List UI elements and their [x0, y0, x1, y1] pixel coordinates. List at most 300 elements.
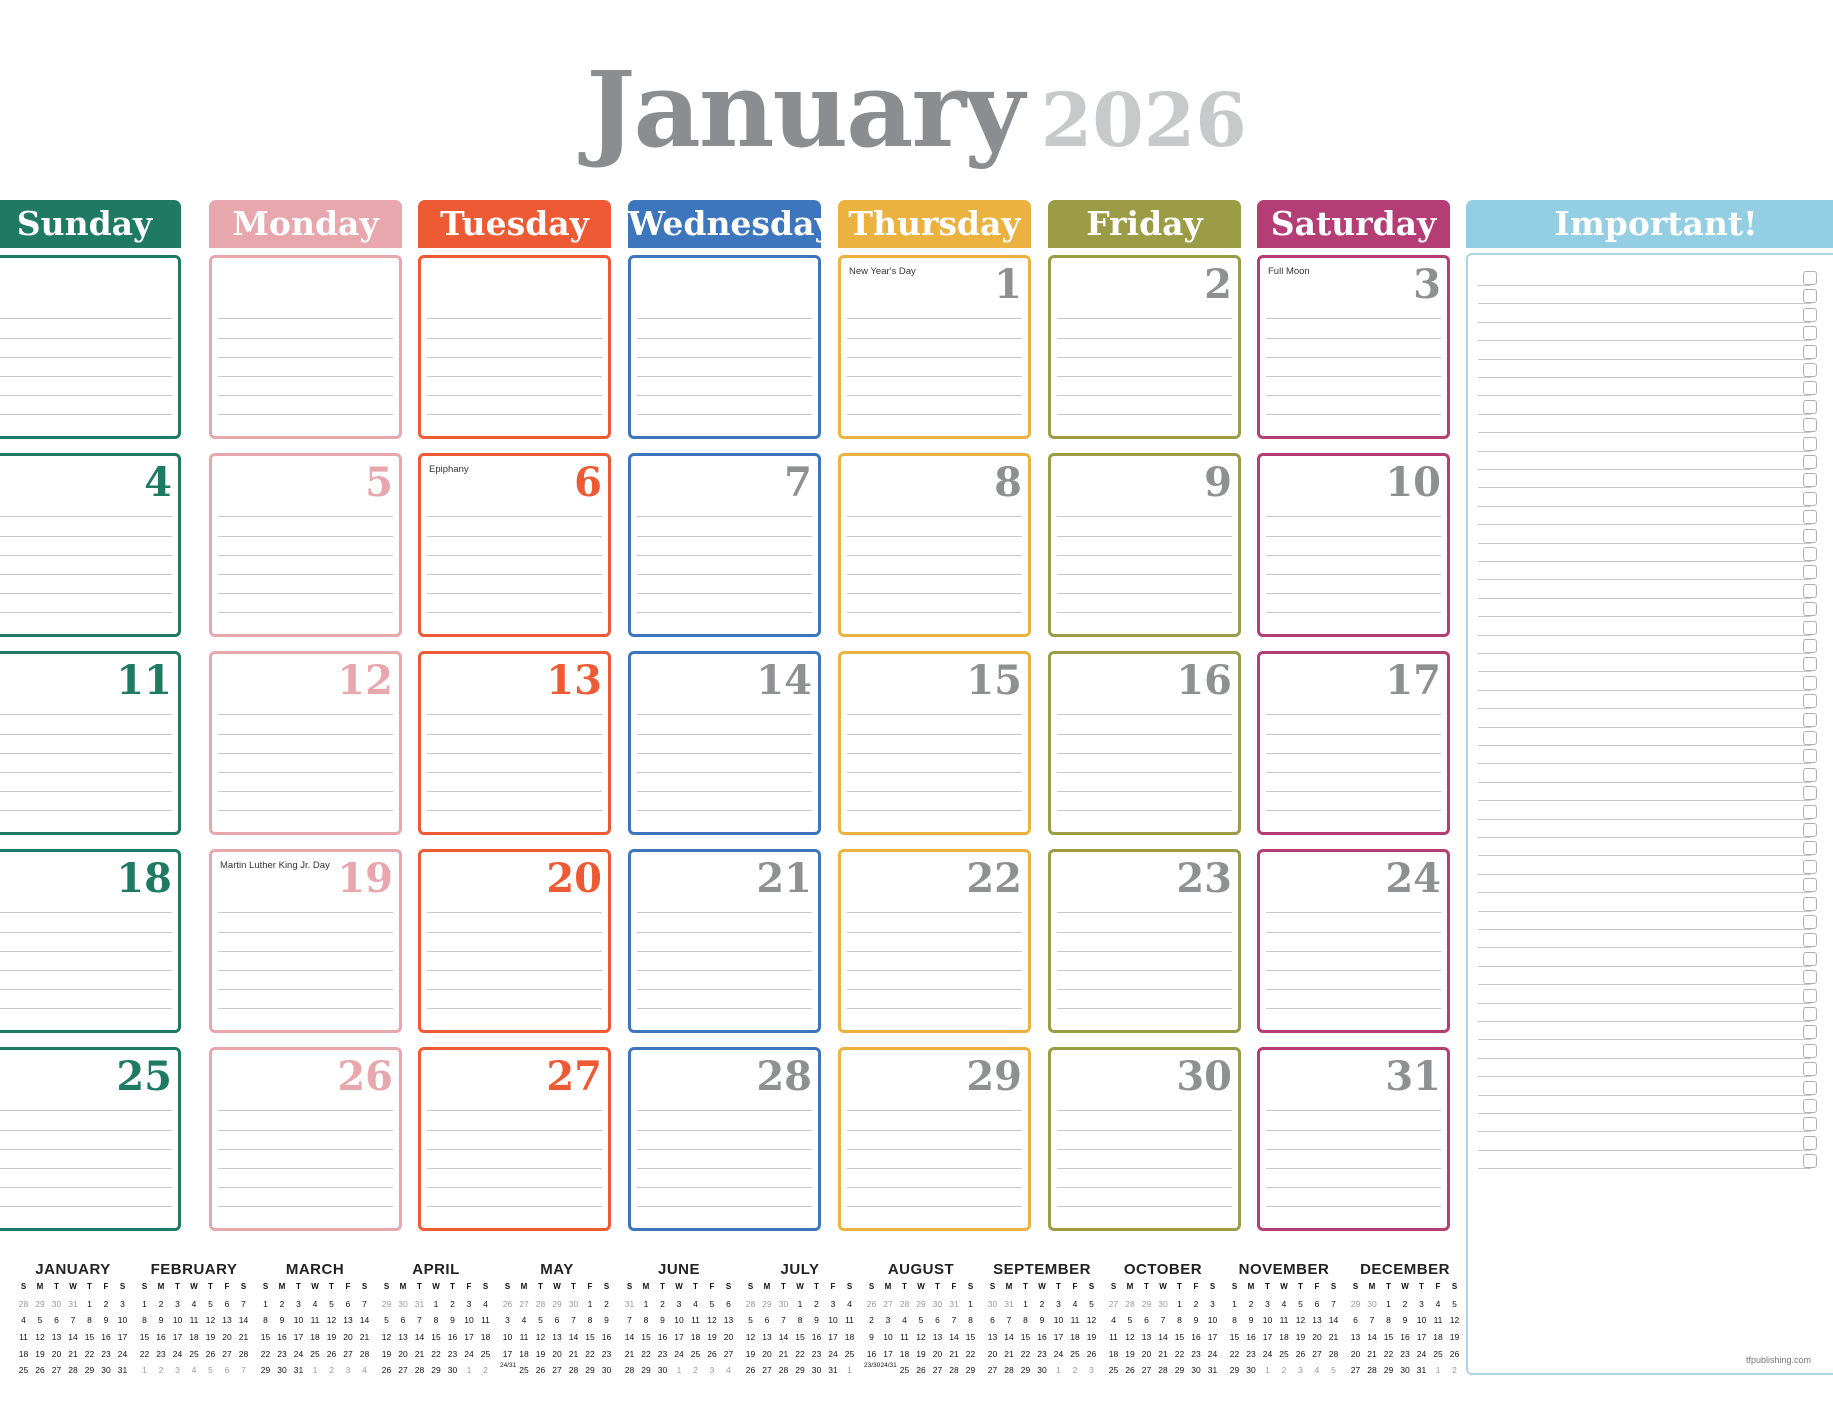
minicalendar-day: 22 [1174, 1348, 1185, 1359]
checkbox[interactable] [1803, 1062, 1817, 1076]
day-cell[interactable] [1257, 651, 1450, 835]
day-number: 20 [546, 855, 602, 902]
minicalendar-day: 21 [778, 1348, 789, 1359]
day-cell[interactable] [418, 255, 611, 439]
day-cell[interactable] [838, 1047, 1031, 1231]
writing-line [637, 395, 812, 396]
weekday-letter: W [311, 1282, 319, 1291]
minicalendar-day: 14 [1367, 1332, 1377, 1343]
minicalendar-week-row [1106, 1362, 1220, 1379]
writing-line [847, 395, 1022, 396]
minicalendar-day: 29 [1020, 1365, 1031, 1376]
checkbox[interactable] [1803, 400, 1817, 414]
weekday-letter: T [1265, 1282, 1270, 1291]
minicalendar-day: 4 [1314, 1365, 1320, 1376]
checkbox[interactable] [1803, 363, 1817, 377]
checkbox[interactable] [1803, 565, 1817, 579]
minicalendar-day: 21 [414, 1348, 425, 1359]
day-cell[interactable] [628, 849, 821, 1033]
minicalendar-day: 13 [987, 1332, 998, 1343]
minicalendar-day: 26 [205, 1348, 216, 1359]
minicalendar-week-row [379, 1312, 493, 1329]
day-cell[interactable] [0, 651, 181, 835]
minicalendar-day: 21 [359, 1332, 370, 1343]
minicalendar-day: 18 [519, 1348, 529, 1359]
minicalendar-day: 6 [1144, 1315, 1149, 1326]
minicalendar-day: 12 [1086, 1315, 1097, 1326]
writing-line [637, 772, 812, 773]
minicalendar-week-row [1106, 1296, 1220, 1313]
day-cell[interactable] [1048, 1047, 1241, 1231]
minicalendar-day: 25 [844, 1348, 855, 1359]
day-cell[interactable] [1048, 849, 1241, 1033]
checkbox[interactable] [1803, 676, 1817, 690]
minicalendar-day: 2 [158, 1298, 164, 1309]
day-cell[interactable] [628, 453, 821, 637]
checkbox[interactable] [1803, 805, 1817, 819]
minicalendar-day: 31 [828, 1365, 838, 1376]
minicalendar-day: 3 [1265, 1298, 1270, 1309]
minicalendar-day: 1 [1386, 1298, 1391, 1309]
day-cell[interactable] [838, 651, 1031, 835]
weekday-letter: S [1110, 1282, 1117, 1291]
weekday-letter: F [1072, 1282, 1078, 1291]
minicalendar-day: 19 [707, 1332, 717, 1343]
checkbox[interactable] [1803, 326, 1817, 340]
minicalendar-day: 11 [1279, 1315, 1289, 1326]
writing-line [427, 810, 602, 811]
minicalendar-day: 20 [51, 1348, 62, 1359]
minicalendar-title: OCTOBER [1123, 1261, 1203, 1278]
writing-line [1266, 791, 1441, 792]
day-cell[interactable] [838, 849, 1031, 1033]
minicalendar-day: 16 [447, 1332, 458, 1343]
writing-line [1057, 932, 1232, 933]
minicalendar-week-row [258, 1329, 372, 1346]
writing-line [1057, 318, 1232, 319]
minicalendar-day: 28 [1125, 1298, 1135, 1309]
minicalendar-day: 20 [398, 1348, 408, 1359]
writing-line [847, 932, 1022, 933]
writing-line [218, 376, 393, 377]
writing-line [0, 734, 172, 735]
minicalendar-day: 11 [1070, 1315, 1080, 1326]
day-cell[interactable] [209, 1047, 402, 1231]
minicalendar-day: 30 [987, 1298, 998, 1309]
weekday-letter: S [361, 1282, 368, 1291]
weekday-letter: M [520, 1282, 528, 1291]
minicalendar-day: 30 [657, 1365, 668, 1376]
minicalendar-day: 2 [103, 1298, 109, 1309]
minicalendar-week-row [985, 1312, 1099, 1329]
minicalendar-day: 13 [51, 1332, 62, 1343]
checkbox[interactable] [1803, 621, 1817, 635]
minicalendar-day: 4 [902, 1315, 907, 1326]
checkbox[interactable] [1803, 989, 1817, 1003]
writing-line [427, 357, 602, 358]
minicalendar-day: 7 [781, 1315, 786, 1326]
writing-line [847, 338, 1022, 339]
minicalendar-day: 18 [310, 1332, 320, 1343]
minicalendar-day: 12 [535, 1332, 546, 1343]
important-line [1478, 800, 1811, 801]
checkbox[interactable] [1803, 768, 1817, 782]
writing-line [0, 951, 172, 952]
day-cell[interactable] [418, 453, 611, 637]
writing-line [1266, 338, 1441, 339]
minicalendar-day: 23 [101, 1348, 111, 1359]
minicalendar-day: 16 [1400, 1332, 1410, 1343]
day-cell[interactable] [0, 453, 181, 637]
weekday-letter: T [1144, 1282, 1149, 1291]
day-cell[interactable] [628, 651, 821, 835]
minicalendar-day: 1 [1435, 1365, 1441, 1376]
writing-line [0, 414, 172, 415]
checkbox[interactable] [1803, 731, 1817, 745]
day-cell[interactable] [209, 849, 402, 1033]
minicalendar-day: 21 [68, 1348, 78, 1359]
day-cell[interactable] [0, 849, 181, 1033]
minicalendar-day: 14 [624, 1332, 635, 1343]
writing-lines [218, 258, 393, 436]
minicalendar-day: 4 [521, 1315, 527, 1326]
minicalendar-day: 30 [568, 1298, 579, 1309]
day-number: 30 [1176, 1053, 1232, 1100]
minicalendar-day: 31 [1004, 1298, 1014, 1309]
writing-line [847, 1206, 1022, 1207]
minicalendar-day: 6 [764, 1315, 770, 1326]
minicalendar-week-row [1348, 1346, 1462, 1363]
writing-line [847, 376, 1022, 377]
weekday-letter: W [432, 1282, 440, 1291]
checkbox[interactable] [1803, 952, 1817, 966]
minicalendar-day: 2 [450, 1298, 455, 1309]
day-cell[interactable] [1257, 1047, 1450, 1231]
checkbox[interactable] [1803, 510, 1817, 524]
checkbox[interactable] [1803, 713, 1817, 727]
writing-line [0, 791, 172, 792]
checkbox[interactable] [1803, 786, 1817, 800]
minicalendar-day: 3 [466, 1298, 472, 1309]
checkbox[interactable] [1803, 970, 1817, 984]
minicalendar-week-row [258, 1346, 372, 1363]
minicalendar-day: 3 [885, 1315, 891, 1326]
minicalendar-day: 29 [585, 1365, 595, 1376]
minicalendar-day: 4 [726, 1365, 731, 1376]
writing-line [0, 593, 172, 594]
checkbox[interactable] [1803, 657, 1817, 671]
minicalendar-day: 1 [1056, 1365, 1061, 1376]
weekday-letter: W [1159, 1282, 1167, 1291]
day-cell[interactable] [628, 1047, 821, 1231]
checkbox[interactable] [1803, 1007, 1817, 1021]
day-number: 11 [116, 657, 172, 704]
writing-line [1057, 1187, 1232, 1188]
minicalendar-day: 10 [1053, 1315, 1064, 1326]
minicalendar-day: 9 [814, 1315, 819, 1326]
checkbox[interactable] [1803, 418, 1817, 432]
minicalendar-day: 18 [1108, 1348, 1119, 1359]
writing-line [1266, 912, 1441, 913]
checkbox[interactable] [1803, 381, 1817, 395]
writing-line [1057, 376, 1232, 377]
day-cell[interactable] [418, 1047, 611, 1231]
checkbox[interactable] [1803, 547, 1817, 561]
minicalendar-day: 11 [900, 1332, 909, 1343]
checkbox[interactable] [1803, 455, 1817, 469]
important-line [1478, 487, 1811, 488]
weekday-letter: F [830, 1282, 836, 1291]
minicalendar-day: 21 [949, 1348, 959, 1359]
checkbox[interactable] [1803, 897, 1817, 911]
day-cell[interactable] [1048, 453, 1241, 637]
minicalendar-day: 29 [431, 1365, 441, 1376]
weekday-letter: F [1314, 1282, 1320, 1291]
minicalendar-day: 25 [18, 1365, 29, 1376]
minicalendar-day: 7 [1369, 1315, 1375, 1326]
day-cell[interactable] [1257, 453, 1450, 637]
day-cell[interactable] [0, 255, 181, 439]
writing-line [847, 516, 1022, 517]
checkbox[interactable] [1803, 841, 1817, 855]
checkbox[interactable] [1803, 1044, 1817, 1058]
writing-line [637, 912, 812, 913]
minicalendar-day: 14 [414, 1332, 425, 1343]
checkbox[interactable] [1803, 1117, 1817, 1131]
weekday-letter: M [763, 1282, 771, 1291]
checkbox[interactable] [1803, 749, 1817, 763]
checkbox[interactable] [1803, 1081, 1817, 1095]
important-line [1478, 1131, 1811, 1132]
minicalendar-day: 2 [1248, 1298, 1254, 1309]
minicalendar-day: 1 [1232, 1298, 1237, 1309]
weekday-letter: T [1419, 1282, 1424, 1291]
checkbox[interactable] [1803, 694, 1817, 708]
day-cell[interactable] [1048, 651, 1241, 835]
minicalendar-day: 27 [222, 1348, 232, 1359]
minicalendar-day: 5 [1127, 1315, 1133, 1326]
holiday-label: New Year's Day [849, 266, 916, 277]
weekday-letter: W [917, 1282, 925, 1291]
minicalendar-week-row [1348, 1312, 1462, 1329]
minicalendar-day: 2 [483, 1365, 488, 1376]
weekday-letter: M [399, 1282, 407, 1291]
minicalendar-day: 11 [691, 1315, 700, 1326]
minicalendar-day: 16 [657, 1332, 668, 1343]
minicalendar-day: 27 [1312, 1348, 1322, 1359]
minicalendar-day: 12 [205, 1315, 216, 1326]
day-cell[interactable] [1048, 255, 1241, 439]
minicalendar-week-row [137, 1312, 251, 1329]
minicalendar-day: 9 [158, 1315, 164, 1326]
checkbox[interactable] [1803, 529, 1817, 543]
writing-line [218, 753, 393, 754]
minicalendar-day: 6 [224, 1365, 230, 1376]
writing-line [1057, 1206, 1232, 1207]
writing-line [847, 970, 1022, 971]
minicalendar-august [864, 1261, 978, 1379]
day-cell[interactable] [838, 453, 1031, 637]
minicalendar-day: 1 [587, 1298, 593, 1309]
minicalendar-title: NOVEMBER [1238, 1261, 1330, 1278]
minicalendar-day: 16 [1191, 1332, 1201, 1343]
important-line [1478, 1113, 1811, 1114]
minicalendar-day: 16 [277, 1332, 287, 1343]
publisher-url: tfpublishing.com [1746, 1355, 1812, 1365]
minicalendar-day: 29 [260, 1365, 271, 1376]
day-cell[interactable] [209, 453, 402, 637]
writing-line [1057, 970, 1232, 971]
minicalendar-day: 25 [899, 1365, 910, 1376]
checkbox[interactable] [1803, 1154, 1817, 1168]
minicalendar-day: 21 [568, 1348, 579, 1359]
checkbox[interactable] [1803, 1025, 1817, 1039]
weekday-letter: T [54, 1282, 59, 1291]
day-cell[interactable] [418, 849, 611, 1033]
checkbox[interactable] [1803, 1099, 1817, 1113]
important-line [1478, 782, 1811, 783]
checkbox[interactable] [1803, 271, 1817, 285]
writing-line [0, 912, 172, 913]
minicalendar-day: 4 [191, 1365, 197, 1376]
minicalendar-day: 29 [1229, 1365, 1240, 1376]
minicalendar-day: 29 [35, 1298, 45, 1309]
minicalendar-day: 8 [1386, 1315, 1391, 1326]
checkbox[interactable] [1803, 602, 1817, 616]
minicalendar-day: 6 [554, 1315, 560, 1326]
minicalendar-day: 20 [1350, 1348, 1361, 1359]
minicalendar-title: SEPTEMBER [993, 1261, 1091, 1278]
checkbox[interactable] [1803, 345, 1817, 359]
weekday-letter: S [967, 1282, 974, 1291]
weekday-letter: S [1451, 1282, 1458, 1291]
minicalendar-day: 12 [35, 1332, 45, 1343]
weekday-letter: S [1088, 1282, 1095, 1291]
day-number: 27 [546, 1053, 602, 1100]
important-line [1478, 377, 1811, 378]
important-line [1478, 745, 1811, 746]
day-cell[interactable] [418, 651, 611, 835]
writing-line [427, 414, 602, 415]
minicalendar-day: 26 [535, 1365, 546, 1376]
minicalendar-day: 5 [384, 1315, 389, 1326]
writing-line [0, 395, 172, 396]
writing-line [847, 1168, 1022, 1169]
checkbox[interactable] [1803, 860, 1817, 874]
weekday-header-wednesday: Wednesday [628, 200, 821, 248]
minicalendar-day: 1 [797, 1298, 803, 1309]
minicalendar-day: 4 [847, 1298, 852, 1309]
checkbox[interactable] [1803, 289, 1817, 303]
weekday-letter: W [553, 1282, 561, 1291]
minicalendar-day: 14 [949, 1332, 959, 1343]
minicalendar-day: 6 [1314, 1298, 1320, 1309]
writing-line [637, 376, 812, 377]
title-year: 2026 [1040, 78, 1247, 164]
day-cell[interactable] [1257, 255, 1450, 439]
day-cell[interactable] [628, 255, 821, 439]
writing-line [637, 1130, 812, 1131]
day-cell[interactable] [838, 255, 1031, 439]
writing-line [1266, 1110, 1441, 1111]
minicalendar-week-row [500, 1346, 614, 1363]
minicalendar-day: 11 [19, 1332, 28, 1343]
important-line [1478, 929, 1811, 930]
writing-line [218, 395, 393, 396]
writing-line [218, 1110, 393, 1111]
writing-line [1057, 516, 1232, 517]
checkbox[interactable] [1803, 584, 1817, 598]
important-line [1478, 340, 1811, 341]
day-cell[interactable] [209, 255, 402, 439]
minicalendar-day: 3 [175, 1298, 180, 1309]
minicalendar-day: 16 [101, 1332, 111, 1343]
minicalendar-day: 1 [1265, 1365, 1270, 1376]
checkbox[interactable] [1803, 933, 1817, 947]
checkbox[interactable] [1803, 473, 1817, 487]
important-line [1478, 874, 1811, 875]
minicalendar-day: 31 [1207, 1365, 1218, 1376]
minicalendar-day: 23 [811, 1348, 822, 1359]
minicalendar-day: 25 [1279, 1348, 1289, 1359]
writing-line [427, 1008, 602, 1009]
writing-line [1057, 810, 1232, 811]
minicalendar-day: 4 [693, 1298, 698, 1309]
day-number: 5 [365, 459, 393, 506]
minicalendar-day: 18 [1433, 1332, 1443, 1343]
minicalendar-day: 1 [1023, 1298, 1028, 1309]
writing-line [427, 536, 602, 537]
minicalendar-week-row [137, 1346, 251, 1363]
minicalendar-day: 26 [35, 1365, 45, 1376]
minicalendar-day: 12 [916, 1332, 926, 1343]
day-number: 3 [1413, 261, 1441, 308]
writing-line [218, 1168, 393, 1169]
minicalendar-day: 10 [502, 1332, 513, 1343]
minicalendar-day: 3 [1210, 1298, 1215, 1309]
minicalendar-day: 16 [811, 1332, 822, 1343]
minicalendar-day: 3 [345, 1365, 351, 1376]
minicalendar-day: 17 [293, 1332, 304, 1343]
minicalendar-day: 11 [1109, 1332, 1118, 1343]
weekday-letter: T [538, 1282, 543, 1291]
day-cell[interactable] [0, 1047, 181, 1231]
minicalendar-title: FEBRUARY [150, 1261, 238, 1278]
minicalendar-day: 7 [70, 1315, 76, 1326]
day-number: 7 [784, 459, 812, 506]
writing-line [1057, 772, 1232, 773]
minicalendar-day: 20 [1312, 1332, 1322, 1343]
checkbox[interactable] [1803, 1136, 1817, 1150]
checkbox[interactable] [1803, 915, 1817, 929]
minicalendar-day: 4 [191, 1298, 197, 1309]
checkbox[interactable] [1803, 823, 1817, 837]
day-cell[interactable] [209, 651, 402, 835]
checkbox[interactable] [1803, 639, 1817, 653]
minicalendar-week-row [985, 1329, 1099, 1346]
minicalendar-day: 5 [748, 1315, 753, 1326]
day-cell[interactable] [1257, 849, 1450, 1033]
checkbox[interactable] [1803, 308, 1817, 322]
minicalendar-day: 23 [1246, 1348, 1256, 1359]
checkbox[interactable] [1803, 878, 1817, 892]
writing-line [1266, 970, 1441, 971]
checkbox[interactable] [1803, 437, 1817, 451]
minicalendar-day: 17 [172, 1332, 183, 1343]
minicalendar-day: 7 [241, 1365, 246, 1376]
important-line [1478, 671, 1811, 672]
checkbox[interactable] [1803, 492, 1817, 506]
